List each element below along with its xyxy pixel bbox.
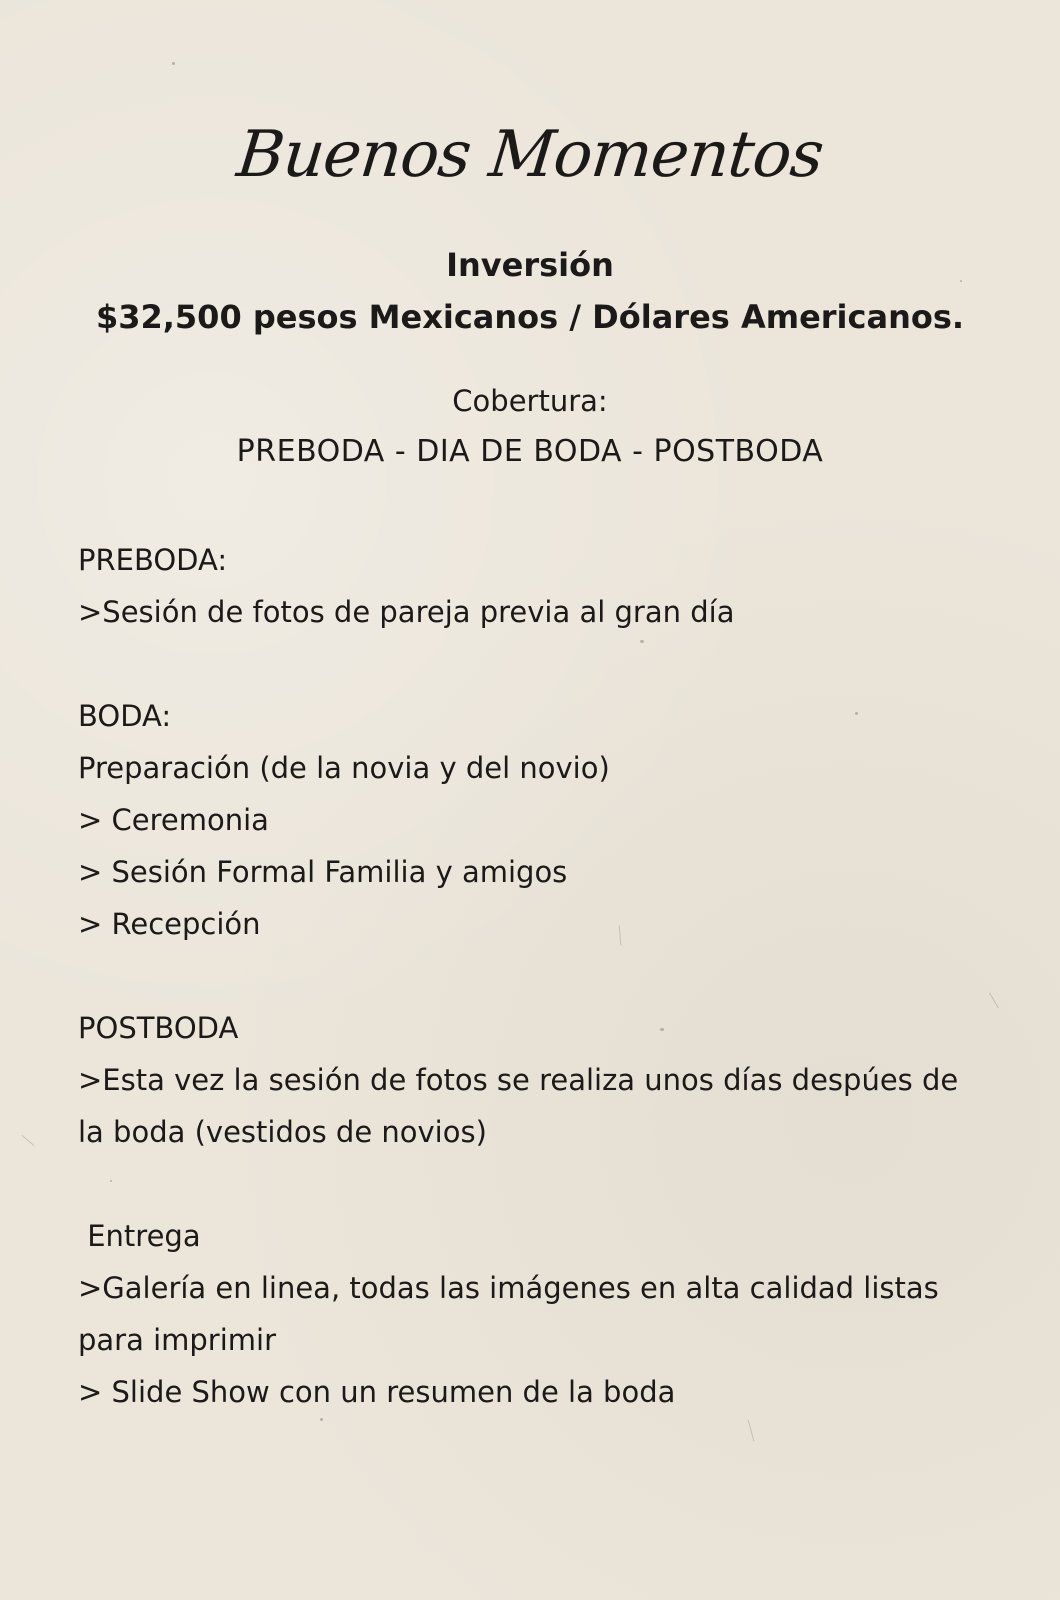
entrega-item: > Slide Show con un resumen de la boda — [78, 1375, 676, 1409]
page-title: Buenos Momentos — [233, 118, 827, 192]
section-spacer — [78, 950, 988, 1002]
postboda-heading: POSTBODA — [78, 1011, 239, 1045]
preboda-item: >Sesión de fotos de pareja previa al gran día — [78, 595, 735, 629]
section-spacer — [78, 1158, 988, 1210]
investment-label: Inversión — [446, 246, 614, 284]
paper-fiber — [748, 1420, 755, 1442]
boda-item: > Sesión Formal Familia y amigos — [78, 855, 568, 889]
package-details — [78, 534, 988, 1418]
entrega-item: >Galería en linea, todas las imágenes en alta calidad listas para imprimir — [78, 1271, 939, 1357]
investment-price: $32,500 pesos Mexicanos / Dólares Americanos. — [95, 298, 965, 336]
section-spacer — [78, 638, 988, 690]
entrega-heading: Entrega — [78, 1219, 201, 1253]
postboda-item: >Esta vez la sesión de fotos se realiza unos días despúes de la boda (vestidos de novios) — [78, 1063, 959, 1149]
boda-item: Preparación (de la novia y del novio) — [78, 751, 610, 785]
coverage-label: Cobertura: — [452, 384, 608, 418]
boda-item: > Recepción — [78, 907, 261, 941]
paper-fiber — [22, 1135, 35, 1146]
paper-speck — [320, 1418, 323, 1421]
preboda-heading: PREBODA: — [78, 543, 228, 577]
boda-heading: BODA: — [78, 699, 172, 733]
boda-item: > Ceremonia — [78, 803, 269, 837]
coverage-phases: PREBODA - DIA DE BODA - POSTBODA — [236, 434, 824, 469]
paper-fiber — [989, 992, 999, 1008]
paper-speck — [172, 62, 175, 65]
